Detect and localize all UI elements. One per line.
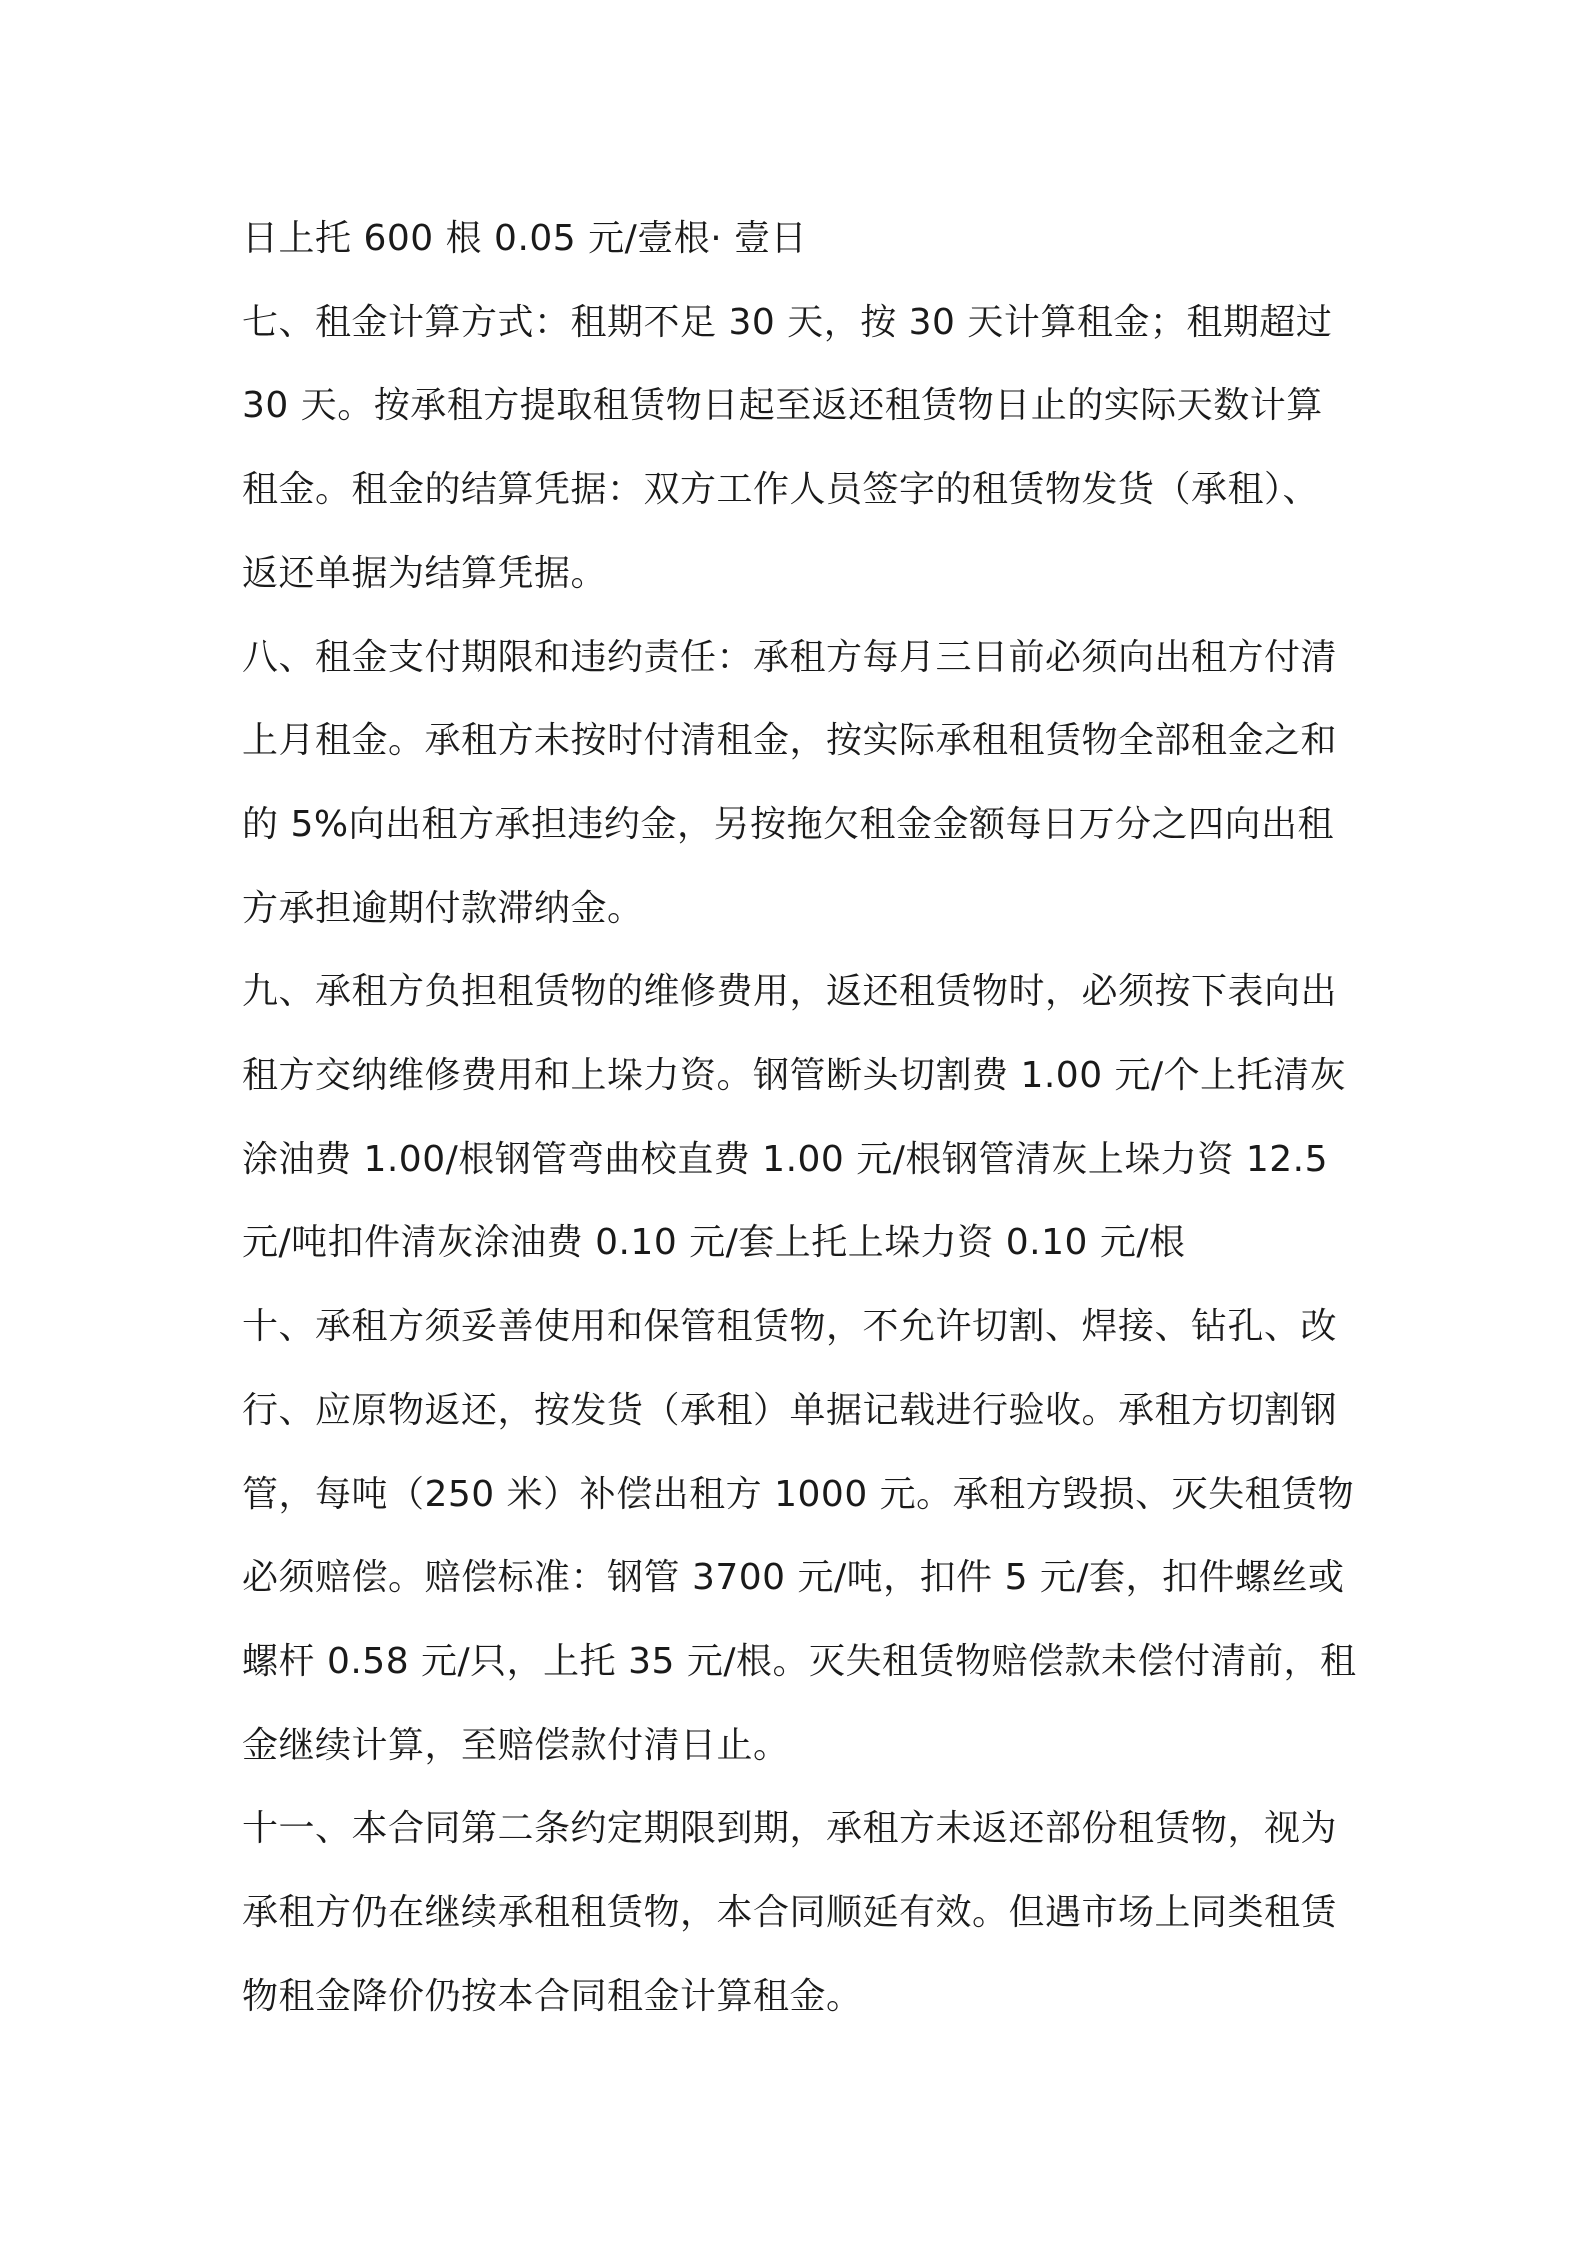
- text-line: 上月租金。承租方未按时付清租金，按实际承租租赁物全部租金之和: [242, 720, 1338, 762]
- text-line: 九、承租方负担租赁物的维修费用，返还租赁物时，必须按下表向出: [242, 971, 1338, 1013]
- text-line: 十一、本合同第二条约定期限到期，承租方未返还部份租赁物，视为: [242, 1808, 1338, 1850]
- text-line: 螺杆 0.58 元/只，上托 35 元/根。灭失租赁物赔偿款未偿付清前，租: [242, 1640, 1357, 1682]
- text-line: 30 天。按承租方提取租赁物日起至返还租赁物日止的实际天数计算: [242, 385, 1323, 427]
- text-line: 行、应原物返还，按发货（承租）单据记载进行验收。承租方切割钢: [242, 1389, 1338, 1431]
- contract-text: [242, 197, 1357, 2038]
- text-line: 租金。租金的结算凭据：双方工作人员签字的租赁物发货（承租）、: [242, 469, 1320, 511]
- text-line: 十、承租方须妥善使用和保管租赁物，不允许切割、焊接、钻孔、改: [242, 1306, 1338, 1348]
- text-line: 元/吨扣件清灰涂油费 0.10 元/套上托上垛力资 0.10 元/根: [242, 1222, 1186, 1264]
- text-line: 金继续计算，至赔偿款付清日止。: [242, 1724, 790, 1766]
- text-line: 租方交纳维修费用和上垛力资。钢管断头切割费 1.00 元/个上托清灰: [242, 1055, 1347, 1097]
- text-line: 物租金降价仍按本合同租金计算租金。: [242, 1975, 863, 2017]
- text-line: 日上托 600 根 0.05 元/壹根· 壹日: [242, 218, 808, 259]
- text-line: 的 5%向出租方承担违约金，另按拖欠租金金额每日万分之四向出租: [242, 803, 1335, 845]
- text-line: 七、租金计算方式：租期不足 30 天，按 30 天计算租金；租期超过: [242, 301, 1333, 343]
- text-line: 承租方仍在继续承租租赁物，本合同顺延有效。但遇市场上同类租赁: [242, 1892, 1338, 1934]
- text-line: 必须赔偿。赔偿标准：钢管 3700 元/吨，扣件 5 元/套，扣件螺丝或: [242, 1557, 1345, 1599]
- text-line: 八、租金支付期限和违约责任：承租方每月三日前必须向出租方付清: [242, 636, 1338, 678]
- text-line: 方承担逾期付款滞纳金。: [242, 887, 644, 929]
- text-line: 涂油费 1.00/根钢管弯曲校直费 1.00 元/根钢管清灰上垛力资 12.5: [242, 1138, 1329, 1180]
- text-line: 返还单据为结算凭据。: [242, 552, 608, 594]
- text-line: 管，每吨（250 米）补偿出租方 1000 元。承租方毁损、灭失租赁物: [242, 1473, 1355, 1515]
